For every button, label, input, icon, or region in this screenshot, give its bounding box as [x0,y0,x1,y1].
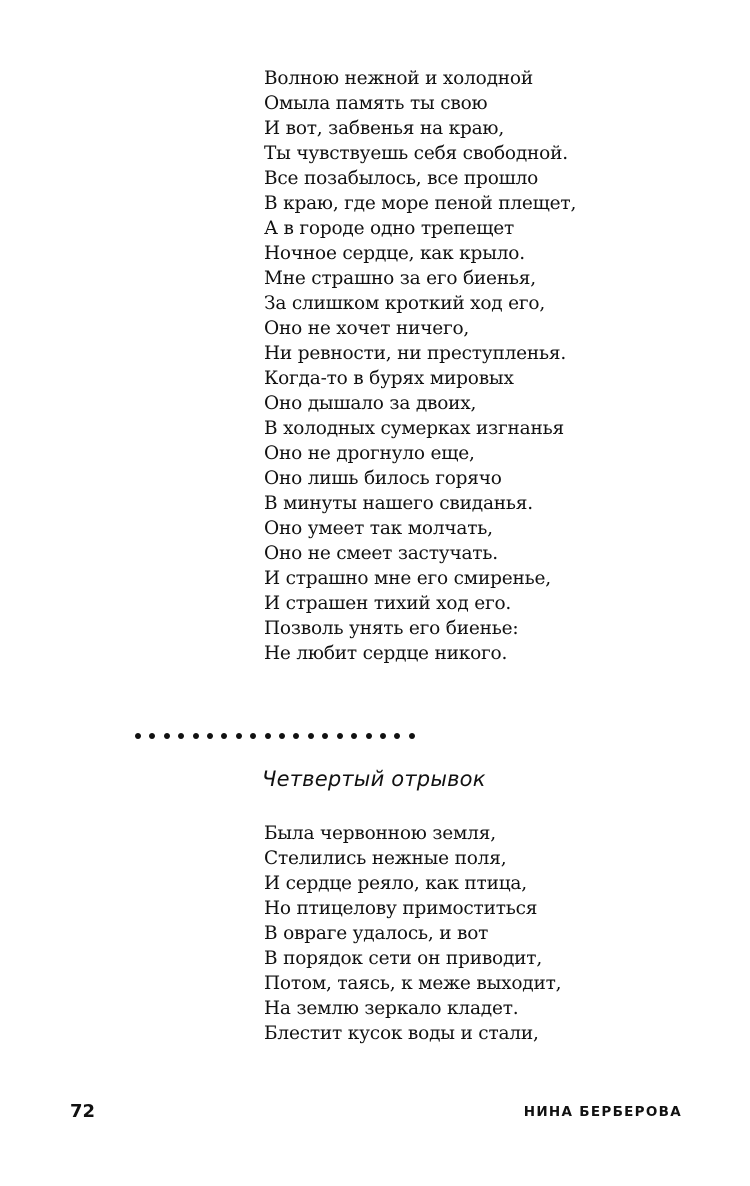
divider-dot [193,733,199,739]
poem-line: Стелились нежные поля, [264,848,507,869]
divider-dot [135,733,141,739]
divider-dot [265,733,271,739]
section-divider-dots [135,730,415,742]
poem-line: За слишком кроткий ход его, [264,293,546,314]
divider-dot [322,733,328,739]
divider-dot [279,733,285,739]
divider-dot [409,733,415,739]
poem-line: И сердце реяло, как птица, [264,873,527,894]
poem-line: Омыла память ты свою [264,93,488,114]
poem-line: Оно не хочет ничего, [264,318,470,339]
poem-line: Ты чувствуешь себя свободной. [264,143,568,164]
poem-line: Потом, таясь, к меже выходит, [264,973,562,994]
poem-line: А в городе одно трепещет [264,218,514,239]
running-footer-author: НИНА БЕРБЕРОВА [523,1104,682,1120]
poem-line: Оно не смеет застучать. [264,543,498,564]
poem-line: В холодных сумерках изгнанья [264,418,564,439]
divider-dot [149,733,155,739]
poem-line: Волною нежной и холодной [264,68,533,89]
poem-line: Но птицелову примоститься [264,898,538,919]
divider-dot [221,733,227,739]
divider-dot [207,733,213,739]
poem-line: И страшно мне его смиренье, [264,568,551,589]
poem-line: Ночное сердце, как крыло. [264,243,525,264]
poem-line: Оно дышало за двоих, [264,393,477,414]
poem-line: Оно не дрогнуло еще, [264,443,475,464]
divider-dot [293,733,299,739]
section-title: Четвертый отрывок [262,767,486,791]
poem-line: Когда-то в бурях мировых [264,368,514,389]
poem-line: Блестит кусок воды и стали, [264,1023,539,1044]
divider-dot [236,733,242,739]
poem-stanza-1 [264,66,576,666]
poem-line: Позволь унять его биенье: [264,618,519,639]
poem-stanza-2 [264,821,561,1046]
poem-line: Не любит сердце никого. [264,643,508,664]
divider-dot [337,733,343,739]
poem-line: Мне страшно за его биенья, [264,268,536,289]
poem-line: В овраге удалось, и вот [264,923,489,944]
poem-line: Все позабылось, все прошло [264,168,539,189]
poem-line: В краю, где море пеной плещет, [264,193,577,214]
poem-line: В минуты нашего свиданья. [264,493,533,514]
poem-line: И страшен тихий ход его. [264,593,512,614]
poem-line: И вот, забвенья на краю, [264,118,504,139]
divider-dot [380,733,386,739]
divider-dot [351,733,357,739]
divider-dot [308,733,314,739]
poem-line: Была червонною земля, [264,823,496,844]
page-number: 72 [70,1101,96,1122]
divider-dot [250,733,256,739]
poem-line: Оно умеет так молчать, [264,518,493,539]
poem-line: В порядок сети он приводит, [264,948,543,969]
poem-line: Ни ревности, ни преступленья. [264,343,567,364]
divider-dot [366,733,372,739]
divider-dot [178,733,184,739]
poem-line: На землю зеркало кладет. [264,998,519,1019]
divider-dot [394,733,400,739]
divider-dot [164,733,170,739]
poem-line: Оно лишь билось горячо [264,468,502,489]
